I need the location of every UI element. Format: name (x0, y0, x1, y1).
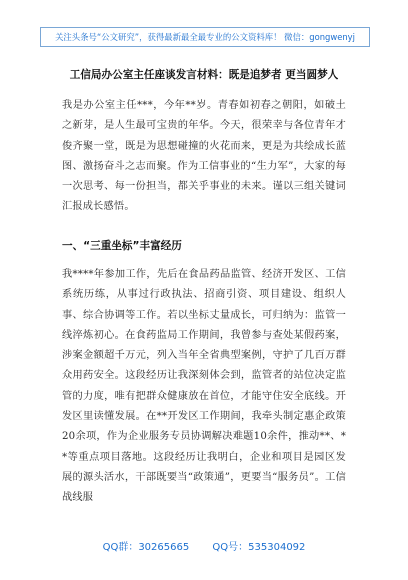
qq-number-text: QQ号：535304092 (212, 542, 306, 553)
footer-contacts (0, 538, 408, 553)
document-title: 工信局办公室主任座谈发言材料：既是追梦者 更当圆梦人 (69, 69, 339, 81)
qq-group-text: QQ群：30265665 (102, 542, 190, 553)
body-paragraph: 我****年参加工作，先后在食品药品监管、经济开发区、工信系统历练，从事过行政执法、招商引资、项目建设、组织人事、综合协调等工作。若以坐标丈量成长，可归纳为：监管一线淬炼初心。在食药监局工作期间，我曾参与查处某假药案，涉案金额超千万元，列入当年全省典型案例，守护了几百万群众用药安全。这段经历让我深刻体会到，监管者的站位决定监管的力度，唯有把群众健康放在首位，才能守住安全底线。开发区里读懂发展。在**开发区工作期间，我牵头制定惠企政策20余项，作为企业服务专员协调解决难题10余件，推动**、**等重点项目落地。这段经历让我明白，企业和项目是园区发展的源头活水，干部既要当“政策通”，更要当“服务员”。工信战线服 (62, 269, 346, 504)
section-heading: 一、“三重坐标”丰富经历 (62, 240, 182, 252)
promo-banner: 关注头条号“公文研究”，获得最新最全最专业的公文资料库！ 微信：gongwenyj (40, 27, 370, 47)
intro-paragraph: 我是办公室主任***，今年**岁。青春如初春之朝阳，如破土之新芽，是人生最可宝贵的年华。今天，很荣幸与各位青年才俊齐聚一堂，既是为思想碰撞的火花而来，更是为共绘成长蓝图、激扬奋斗之志而聚。作为工信事业的“生力军”，大家的每一次思考、每一份担当，都关乎事业的未来。谨以三组关键词汇报成长感悟。 (62, 100, 346, 213)
